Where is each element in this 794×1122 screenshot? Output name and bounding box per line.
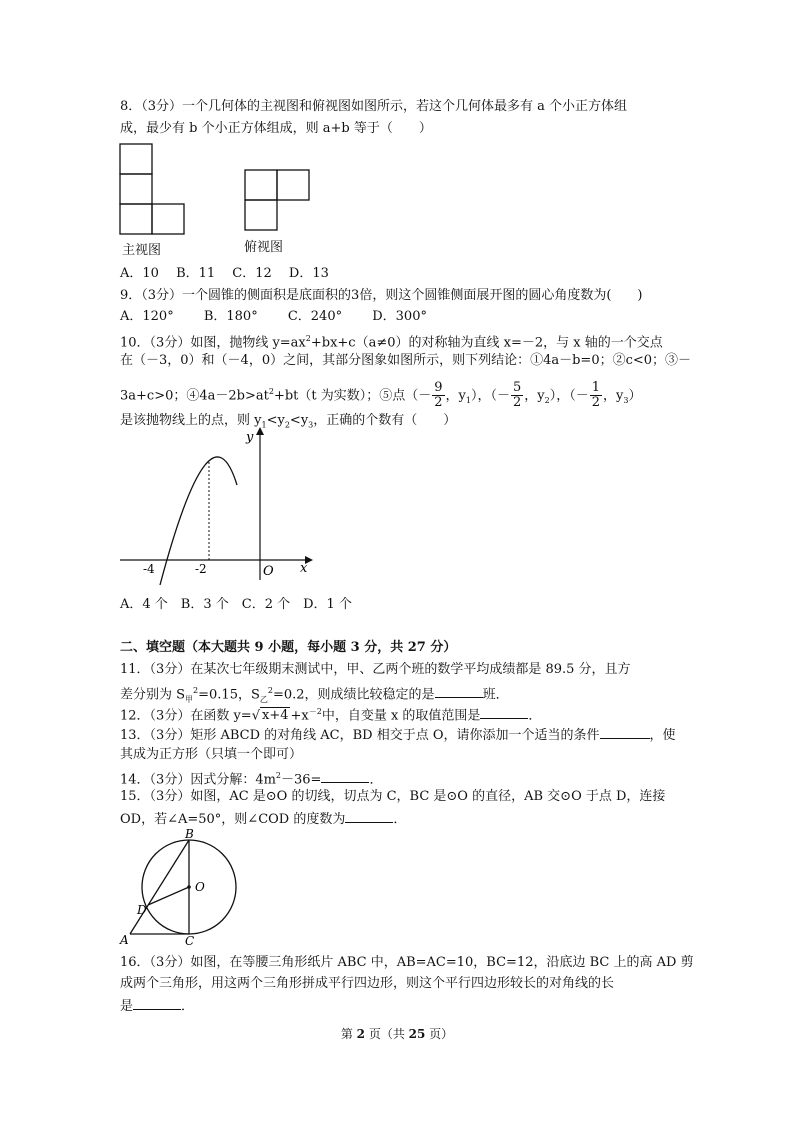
q16-answer-blank[interactable]	[133, 996, 181, 1010]
q10-options: A．4 个 B．3 个 C．2 个 D．1 个	[120, 597, 352, 612]
q8-options: A．10 B．11 C．12 D．13	[120, 266, 329, 281]
fraction-5-2: $\frac{5}{2}$	[512, 380, 522, 411]
label-d: D	[137, 903, 147, 917]
q15-line2: OD，若∠A=50°，则∠COD 的度数为 ．	[120, 809, 406, 829]
q14-line: 14．（3分）因式分解：$4m^2-36=$ ．	[120, 771, 383, 788]
front-view-figure	[118, 142, 188, 237]
q11-answer-blank[interactable]	[435, 684, 483, 698]
q10-line1: 10．（3分）如图，抛物线 $y=ax^2+bx+c(a\ne 0)$的对称轴为直线 x=－2，与 x 轴的一个交点	[120, 334, 663, 351]
segment-ab	[130, 840, 189, 934]
q16-line2: 成两个三角形，用这两个三角形拼成平行四边形，则这个平行四边形较长的对角线的长	[120, 976, 615, 991]
q11-line1: 11．（3分）在某次七年级期末测试中，甲、乙两个班的数学平均成绩都是 89.5 分，且方	[120, 662, 631, 677]
section-2-heading: 二、填空题（本大题共 9 小题，每小题 3 分，共 27 分）	[120, 640, 457, 655]
q8-line2: 成，最少有 b 个小正方体组成，则 a+b 等于（ ）	[120, 121, 432, 136]
q8-line1: 8．（3分）一个几何体的主视图和俯视图如图所示，若这个几何体最多有 a 个小正方体组	[120, 99, 628, 114]
q13-answer-blank[interactable]	[600, 725, 650, 739]
tick-label-minus-4: -4	[143, 562, 155, 576]
fraction-1-2: $\frac{1}{2}$	[591, 380, 601, 411]
front-view-label: 主视图	[122, 243, 162, 258]
q13-line2: 其成为正方形（只填一个即可）	[120, 747, 303, 762]
q14-answer-blank[interactable]	[321, 769, 369, 783]
top-view-label: 俯视图	[244, 240, 284, 255]
q10-line2: 在（－3，0）和（－4，0）之间，其部分图象如图所示，则下列结论：①4a－b=0；②c<0；③－	[120, 353, 692, 368]
q16-line1: 16．（3分）如图，在等腰三角形纸片 ABC 中，AB=AC=10，BC=12，沿底边 BC 上的高 AD 剪	[120, 955, 694, 970]
q9-options: A．120° B．180° C．240° D．300°	[120, 309, 427, 324]
label-b: B	[185, 827, 194, 841]
fraction-9-2: $\frac{9}{2}$	[434, 380, 443, 411]
q13-line1: 13．（3分）矩形 ABCD 的对角线 AC，BD 相交于点 O，请你添加一个适当的条件 ，使	[120, 725, 676, 745]
label-c: C	[185, 934, 195, 948]
page-footer: 第 2 页（共 25 页）	[340, 1027, 454, 1041]
circle-tangent-figure	[115, 826, 255, 948]
axis-label-y: y	[246, 430, 254, 445]
label-o: O	[195, 880, 205, 894]
label-a: A	[120, 933, 129, 947]
q12-answer-blank[interactable]	[480, 705, 528, 719]
parabola-graph	[115, 425, 315, 585]
axis-label-x: x	[300, 561, 308, 576]
top-view-figure	[243, 168, 313, 234]
q10-line3: 3a+c>0；$④4a-2b>at^2+bt(t$ 为实数）；⑤点（－ $\frac{9}{2}$ ，$y_1$），（－ $\frac{5}{2}$ ，$y_2$），（－ $\frac{1}{2}$ ，$y_3$）	[120, 380, 642, 411]
q15-line1: 15．（3分）如图，AC 是⊙O 的切线，切点为 C，BC 是⊙O 的直径，AB 交⊙O 于点 D，连接	[120, 789, 666, 804]
q11-line2: 差分别为 $S_甲^2=0.15$，$S_乙^2=0.2$，则成绩比较稳定的是 班．	[120, 686, 509, 704]
point-o	[187, 885, 191, 889]
q10-line4: 是该抛物线上的点，则 $y_1<y_2<y_3$，正确的个数有（ ）	[120, 413, 457, 430]
q9-line1: 9．（3分）一个圆锥的侧面积是底面积的3倍，则这个圆锥侧面展开图的圆心角度数为( )	[120, 288, 643, 303]
origin-label: O	[263, 564, 274, 579]
q15-answer-blank[interactable]	[345, 809, 393, 823]
q12-line: 12．（3分）在函数 y=√ $x+4 +x^{-2}$中，自变量 x 的取值范围是 ．	[120, 707, 542, 724]
tick-label-minus-2: -2	[195, 562, 207, 576]
y-axis-arrow	[256, 427, 264, 435]
q16-line3: 是 ．	[120, 996, 194, 1016]
